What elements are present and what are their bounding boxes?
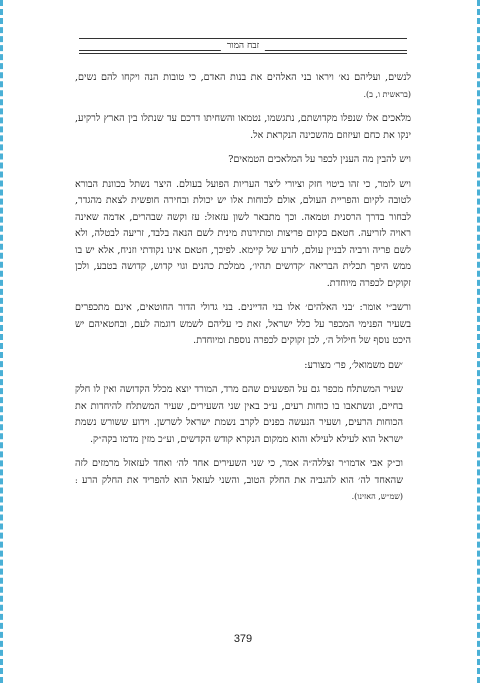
paragraph-8: [75, 456, 411, 506]
paragraph-1-text: לנשים, ועליהם נא׳ ויראו בני האלהים את בנות האדם, כי טובות הנה ויקחו להם נשים,: [75, 72, 411, 83]
paragraph-2: מלאכים אלו שנפלו מקדושתם, נתגשמו, נטמאו והשחיתו דרכם עד שנתלו בין הארץ לרקיע, ינקו את כחם ועיזוזם מהשכינה הנקראת אל.: [75, 113, 411, 141]
paragraph-5: ורשב״י אומר: ׳בני האלהים׳ אלו בני הדיינים. בני גדולי הדור החוטאים, אינם מתכפרים בשעיר הפנימי המכפר על כלל ישראל, זאת כי עליהם לשמש דוגמה לעם, ובחטאיהם יש היכט נוסף של חילול ה׳, לכן זקוקים לכפרה נוספת ומיוחדת.: [75, 302, 411, 346]
header-title: זבח המור: [221, 41, 265, 51]
header-rule-bottom: [79, 53, 407, 54]
paragraph-8-text: וכ״ק אבי אדמו״ר זצללה״ה אמר, כי שני השעירים אחד לה׳ ואחד לעזאזל מרמזים לזה שהאחד לה׳ הוא להגביה את החלק הטוב, והשני לעזאל הוא להפריד את החלק הרע: [75, 458, 403, 486]
paragraph-1-source: (בראשית ו, ב).: [363, 89, 411, 99]
paragraph-3: ויש להבין מה הענין לכפר על המלאכים הטמאים?: [228, 154, 411, 165]
paragraph-7: שעיר המשתלח מכפר גם על הפשעים שהם מרד, המורד יוצא מכלל הקדושה ואין לו חלק בחיים, ונשתאבו בו כוחות רעים, ע״כ באין שני השעירים, שעיר המשתלח להיחדות את הכוחות הרעים, ושעיר הנעשה בפנים לקרב נשמת ישראל לשרשן. וידוע ששורש נשמת ישראל הוא לעילא לעילא והוא ממקום הנקרא קודש הקדשים, וע״כ מזין מדמו בקה״ק.: [75, 384, 403, 445]
running-header: [79, 38, 407, 54]
page-body: [75, 70, 411, 514]
paragraph-6: ׳שם משמואל׳, פר׳ מצורע:: [304, 359, 403, 371]
page-number: 379: [233, 633, 253, 645]
paragraph-8-source: : (שמ״ש, האזינו).: [75, 475, 403, 501]
header-rule-top: [79, 38, 407, 39]
paragraph-1: [75, 70, 411, 103]
paragraph-4: ויש לומר, כי זהו ביטוי חזק וציורי ליצר העריות הפועל בעולם. היצר נשתל בכוונת הבורא לטובה לקיום והפריית העולם, אולם לכוחות אלו יש יכולת ובחירה חופשית לצאת מהגדר, לבחור בדרך הרסנית וטמאה. וכך מתבאר לשון עזאזל: עז וקשה שבהרים, אדמה שאינה ראויה לזריעה. חטאם בקיום פריצות ומתירנות מינית לשם הנאה בלבד, זריעה לבטלה, ולא לשם פריה ורביה לבניין עולם, לזרע של קיימא. לפיכך, חטאם אינו נקודתי וזניח, אלא יש בו ממש היפך תכלית הבריאה ׳קדושים תהיו׳, ממלכת כהנים וגוי קדוש, קדושה בטבע, ולכן זקוקים לכפרה מיוחדת.: [75, 178, 411, 289]
